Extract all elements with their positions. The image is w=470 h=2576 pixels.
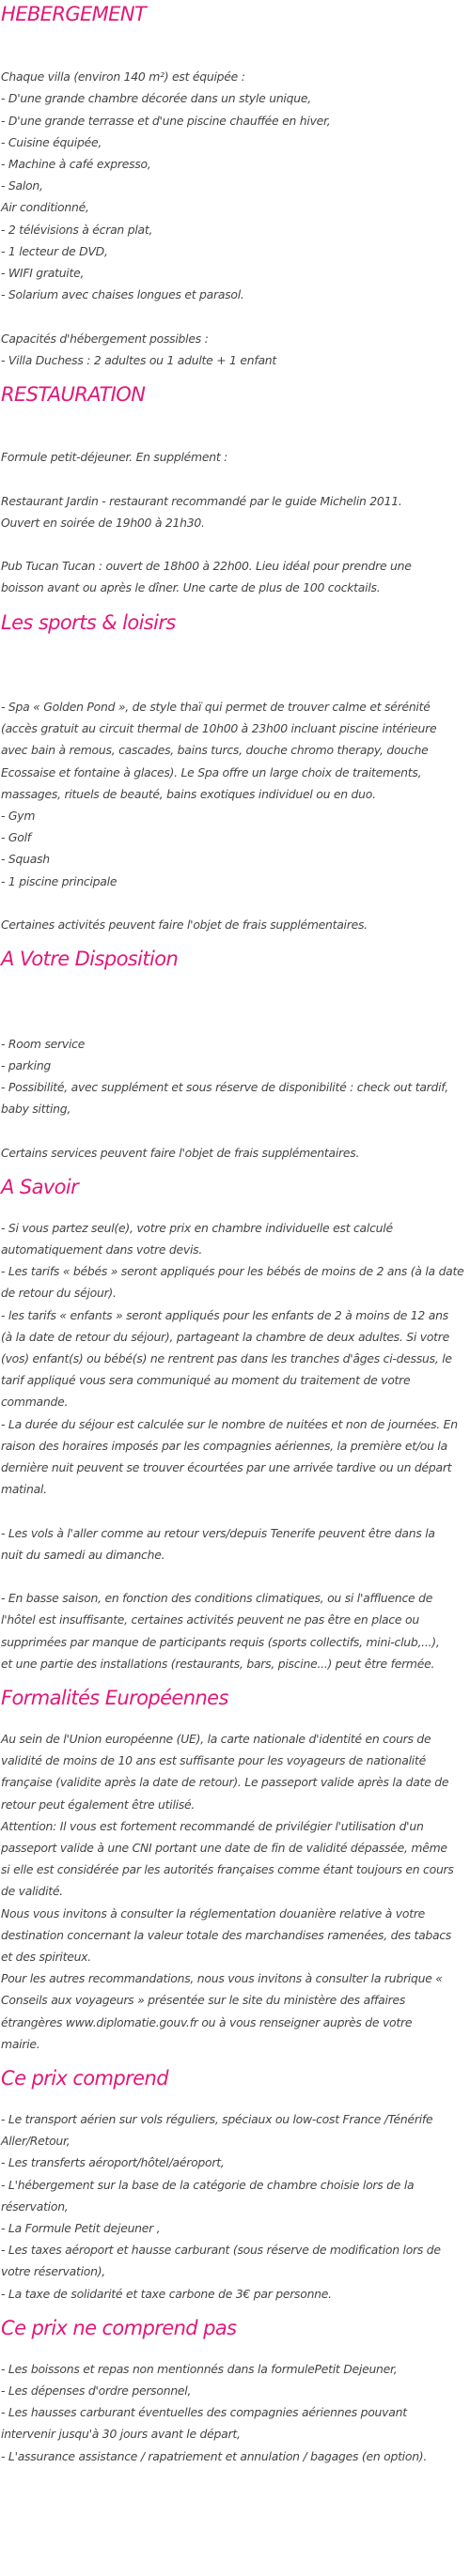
section-spacer <box>1 371 462 382</box>
text-line: Attention: Il vous est fortement recommandé de privilégier l'utilisation d'un <box>1 1818 424 1833</box>
section-ce-prix-comprend <box>1 2066 462 2316</box>
text-line: (accès gratuit au circuit thermal de 10h00 à 23h00 incluant piscine intérieure <box>1 721 437 736</box>
text-line: nuit du samedi au dimanche. <box>1 1547 165 1562</box>
text-line: - Les tarifs « bébés » seront appliqués pour les bébés de moins de 2 ans (à la date <box>1 1264 464 1279</box>
text-line: - D'une grande terrasse et d'une piscine chauffée en hiver, <box>1 113 331 128</box>
text-line: étrangères www.diplomatie.gouv.fr ou à vous renseigner auprès de votre <box>1 2014 413 2029</box>
text-line: mairie. <box>1 2036 40 2051</box>
section-restauration <box>1 382 462 610</box>
text-line: - Spa « Golden Pond », de style thaï qui permet de trouver calme et sérénité <box>1 699 431 714</box>
text-line: - Si vous partez seul(e), votre prix en chambre individuelle est calculé <box>1 1220 393 1235</box>
blank-line <box>1 653 462 674</box>
text-line: - Les vols à l'aller comme au retour vers/depuis Tenerife peuvent être dans la <box>1 1525 435 1540</box>
text-line: française (validite après la date de retour). Le passeport valide après la date de <box>1 1775 449 1790</box>
blank-line <box>1 424 462 446</box>
text-line: commande. <box>1 1395 69 1410</box>
section-spacer <box>1 935 462 947</box>
text-line: - Golf <box>1 830 31 845</box>
text-line: - Les transferts aéroport/hôtel/aéroport, <box>1 2155 225 2170</box>
text-line: - Les taxes aéroport et hausse carburant (sous réserve de modification lors de <box>1 2243 441 2258</box>
text-line: si elle est considérée par les autorités françaises comme étant toujours en cours <box>1 1862 454 1877</box>
text-line: intervenir jusqu'à 30 jours avant le départ, <box>1 2427 241 2442</box>
blank-line <box>1 1119 462 1141</box>
text-line: et des spiriteux. <box>1 1950 91 1965</box>
section-heading: Ce prix ne comprend pas <box>1 2316 237 2339</box>
text-line: - Les hausses carburant éventuelles des compagnies aériennes pouvant <box>1 2405 407 2420</box>
section-heading: HEBERGEMENT <box>1 3 147 25</box>
text-line: destination concernant la valeur totale des marchandises ramenées, des tabacs <box>1 1927 452 1942</box>
blank-line <box>1 1500 462 1521</box>
section-spacer <box>1 599 462 610</box>
text-line: réservation, <box>1 2198 69 2214</box>
section-heading: A Votre Disposition <box>1 948 179 971</box>
text-line: Restaurant Jardin - restaurant recommandé par le guide Michelin 2011. <box>1 493 402 508</box>
text-line: et une partie des installations (restaurants, bars, piscine...) peut être fermée. <box>1 1656 435 1671</box>
text-line: supprimées par manque de participants requis (sports collectifs, mini-club,...), <box>1 1634 440 1649</box>
text-line: - Cuisine équipée, <box>1 134 102 149</box>
text-line: - Possibilité, avec supplément et sous réserve de disponibilité : check out tardif, <box>1 1079 448 1094</box>
blank-line <box>1 305 462 327</box>
section-a-savoir <box>1 1175 462 1686</box>
text-line: l'hôtel est insuffisante, certaines activités peuvent ne pas être en place ou <box>1 1612 419 1627</box>
text-line: matinal. <box>1 1482 47 1497</box>
text-line: - Room service <box>1 1036 86 1051</box>
text-line: - Salon, <box>1 178 43 193</box>
text-line: de validité. <box>1 1884 63 1899</box>
text-line: boisson avant ou après le dîner. Une carte de plus de 100 cocktails. <box>1 580 381 595</box>
section-heading: Les sports & loisirs <box>1 610 176 634</box>
text-line: retour peut également être utilisé. <box>1 1797 196 1812</box>
section-heading: Ce prix comprend <box>1 2067 168 2090</box>
text-line: - La taxe de solidarité et taxe carbone de 3€ par personne. <box>1 2286 332 2301</box>
text-line: raison des horaires imposés par les compagnies aériennes, la première et/ou la <box>1 1438 447 1453</box>
text-line: validité de moins de 10 ans est suffisante pour les voyageurs de nationalité <box>1 1753 426 1768</box>
text-line: Aller/Retour, <box>1 2134 70 2149</box>
text-line: - En basse saison, en fonction des conditions climatiques, ou si l'affluence de <box>1 1591 433 1606</box>
text-line: Air conditionné, <box>1 200 89 215</box>
text-line: Pour les autres recommandations, nous vous invitons à consulter la rubrique « <box>1 1971 443 1986</box>
text-line: dernière nuit peuvent se trouver écourtées par une arrivée tardive ou un départ <box>1 1460 452 1474</box>
text-line: - D'une grande chambre décorée dans un style unique, <box>1 91 311 106</box>
blank-line <box>1 1566 462 1587</box>
text-line: (à la date de retour du séjour), partageant la chambre de deux adultes. Si votre <box>1 1329 450 1344</box>
text-line: Formule petit-déjeuner. En supplément : <box>1 450 228 465</box>
text-line: - Les dépenses d'ordre personnel, <box>1 2383 192 2399</box>
text-line: avec bain à remous, cascades, bains turcs, douche chromo therapy, douche <box>1 743 429 758</box>
text-line: Conseils aux voyageurs » présentée sur le site du ministère des affaires <box>1 1993 406 2008</box>
section-spacer <box>1 1164 462 1175</box>
section-formalites-europeennes <box>1 1686 462 2066</box>
section-spacer <box>1 1674 462 1686</box>
text-line: - Villa Duchess : 2 adultes ou 1 adulte + 1 enfant <box>1 352 276 367</box>
text-line: (vos) enfant(s) ou bébé(s) ne rentrent pas dans les tranches d'âges ci-dessus, le <box>1 1350 452 1365</box>
blank-line <box>1 989 462 1010</box>
text-line: - Solarium avec chaises longues et parasol. <box>1 287 244 302</box>
blank-line <box>1 44 462 66</box>
section-a-votre-disposition <box>1 947 462 1175</box>
section-ce-prix-ne-comprend-pas <box>1 2316 462 2478</box>
text-line: Certaines activités peuvent faire l'objet de frais supplémentaires. <box>1 917 368 932</box>
text-line: - WIFI gratuite, <box>1 266 85 281</box>
text-line: - La durée du séjour est calculée sur le nombre de nuitées et non de journées. En <box>1 1416 458 1431</box>
blank-line <box>1 533 462 555</box>
text-line: - Squash <box>1 852 50 867</box>
text-line: - La Formule Petit dejeuner , <box>1 2221 161 2236</box>
text-line: Pub Tucan Tucan : ouvert de 18h00 à 22h00. Lieu idéal pour prendre une <box>1 559 412 574</box>
text-line: Certains services peuvent faire l'objet de frais supplémentaires. <box>1 1145 360 1160</box>
blank-line <box>1 1010 462 1032</box>
section-spacer <box>1 2467 462 2478</box>
text-line: votre réservation), <box>1 2264 106 2279</box>
text-line: - 2 télévisions à écran plat, <box>1 222 153 237</box>
text-line: automatiquement dans votre devis. <box>1 1242 203 1257</box>
blank-line <box>1 674 462 696</box>
text-line: Ecossaise et fontaine à glaces). Le Spa offre un large choix de traitements, <box>1 764 422 779</box>
section-les-sports-loisirs <box>1 610 462 948</box>
blank-line <box>1 892 462 914</box>
section-heading: Formalités Européennes <box>1 1687 228 1709</box>
text-line: - 1 lecteur de DVD, <box>1 243 108 258</box>
section-spacer <box>1 2055 462 2066</box>
text-line: - les tarifs « enfants » seront appliqués pour les enfants de 2 à moins de 12 ans <box>1 1307 448 1322</box>
text-line: passeport valide à une CNI portant une date de fin de validité dépassée, même <box>1 1841 447 1856</box>
text-line: Ouvert en soirée de 19h00 à 21h30. <box>1 515 205 530</box>
section-heading: RESTAURATION <box>1 383 146 407</box>
section-spacer <box>1 2305 462 2316</box>
text-line: - 1 piscine principale <box>1 873 118 888</box>
text-line: Chaque villa (environ 140 m²) est équipée : <box>1 69 245 85</box>
text-line: massages, rituels de beauté, bains exotiques individuel ou en duo. <box>1 786 376 801</box>
text-line: - Machine à café expresso, <box>1 157 151 171</box>
text-line: - L'hébergement sur la base de la catégorie de chambre choisie lors de la <box>1 2177 415 2192</box>
text-line: Au sein de l'Union européenne (UE), la carte nationale d'identité en cours de <box>1 1732 431 1746</box>
section-heading: A Savoir <box>1 1175 79 1198</box>
text-line: tarif appliqué vous sera communiqué au moment du traitement de votre <box>1 1373 411 1388</box>
text-line: Nous vous invitons à consulter la réglementation douanière relative à votre <box>1 1905 426 1920</box>
text-line: - Le transport aérien sur vols réguliers, spéciaux ou low-cost France /Ténérife <box>1 2112 433 2127</box>
text-line: - parking <box>1 1057 52 1072</box>
text-line: baby sitting, <box>1 1102 71 1117</box>
text-line: - L'assurance assistance / rapatriement et annulation / bagages (en option). <box>1 2448 428 2463</box>
text-line: - Gym <box>1 808 36 823</box>
blank-line <box>1 468 462 489</box>
text-line: - Les boissons et repas non mentionnés dans la formulePetit Dejeuner, <box>1 2361 398 2376</box>
text-line: Capacités d'hébergement possibles : <box>1 331 209 346</box>
text-line: de retour du séjour). <box>1 1286 117 1301</box>
section-hebergement <box>1 2 462 382</box>
